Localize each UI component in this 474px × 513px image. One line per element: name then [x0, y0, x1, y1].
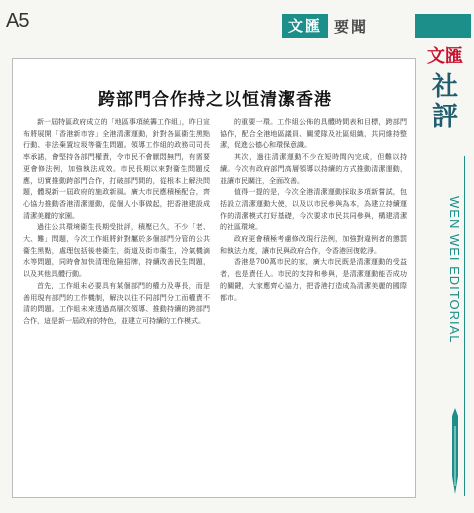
- paragraph: 首先，工作組未必要具有某個部門的權力及專長，而是善用現有部門的工作機制，解決以往不同部門分工而權責不清的問題。工作組未來透過高層次領導、推動持續的跨部門合作，這是新一屆政府的特色，並建立可持續的工作模式。: [23, 281, 210, 325]
- page-number: A5: [6, 10, 29, 32]
- paragraph: 的重要一環。工作組公佈的具體時間表和目標，跨部門協作，配合全港地區議員、關愛隊及社區組織，共同維持整潔，促進公德心和環保意識。: [220, 118, 407, 150]
- masthead-accent-bar: [415, 14, 471, 38]
- sidebar-heading: [420, 46, 470, 156]
- paragraph: 香港是700萬市民的家，廣大市民既是清潔運動的受益者，也是責任人。市民的支持和參與，是清潔運動能否成功的關鍵，大家應齊心協力，把香港打造成為清潔美麗的國際都市。: [220, 258, 407, 302]
- sidebar-title: 社評: [431, 72, 458, 132]
- masthead-brand: 文匯: [282, 14, 328, 38]
- sidebar-divider: [464, 156, 465, 496]
- editorial-sidebar: [420, 46, 470, 506]
- pen-icon: [448, 406, 462, 496]
- editorial-article: [12, 58, 416, 498]
- sidebar-brand: 文匯: [427, 46, 463, 67]
- article-body: [23, 117, 407, 489]
- article-column-right: [220, 117, 407, 489]
- sidebar-english-label: WEN WEI EDITORIAL: [447, 196, 462, 344]
- article-headline: 跨部門合作持之以恒清潔香港: [98, 90, 332, 110]
- masthead-section: 要聞: [334, 17, 369, 36]
- paragraph: 其次，過往清潔運動不少在短時間內完成，但難以持續。今次有政府部門高層領導以持續的方式推動清潔運動，並讓市民關注，全面改善。: [220, 153, 407, 185]
- paragraph: 過往公共環境衞生長期受批評，積壓已久，不少「老、大、難」問題，今次工作組將針對屬於多個部門分管的公共衞生黑點，處理包括後巷衞生，街道及街市衞生，冷氣機滴水等問題，同時會加快清理危險招牌，持續改善民生問題，以及其他具體行動。: [23, 223, 210, 279]
- paragraph: 政府更會積極考慮修改現行法例，加強對違例者的懲罰和執法力度，讓市民與政府合作，令香港回復乾淨。: [220, 235, 407, 255]
- article-column-left: [23, 117, 210, 489]
- masthead: [282, 14, 368, 38]
- paragraph: 新一屆特區政府成立的「地區事項統籌工作組」，昨日宣布將展開「香港新市容」全港清潔運動，針對各區衞生黑點行動、非法棄置垃圾等衞生問題。領導工作組的政務司司長率承諾，會堅持各部門權責，令市民不會厭悶無門，有需要更會修法例，加強執法成效。市民長期以來對衞生問題反應，切實推動跨部門合作，打破部門間的，從根本上解決問題，體現新一屆政府的施政新風。廣大市民應積極配合，齊心協力推動香港清潔運動，從個人小事做起，把香港建設成清潔美麗的家園。: [23, 118, 210, 220]
- paragraph: 值得一提的是，今次全港清潔運動採取多項新嘗試，包括設立清潔運動大使，以及以市民參與為本，為建立持續運作的清潔模式打好基礎，今次要求市民共同參與，構建清潔的社區環境。: [220, 188, 407, 232]
